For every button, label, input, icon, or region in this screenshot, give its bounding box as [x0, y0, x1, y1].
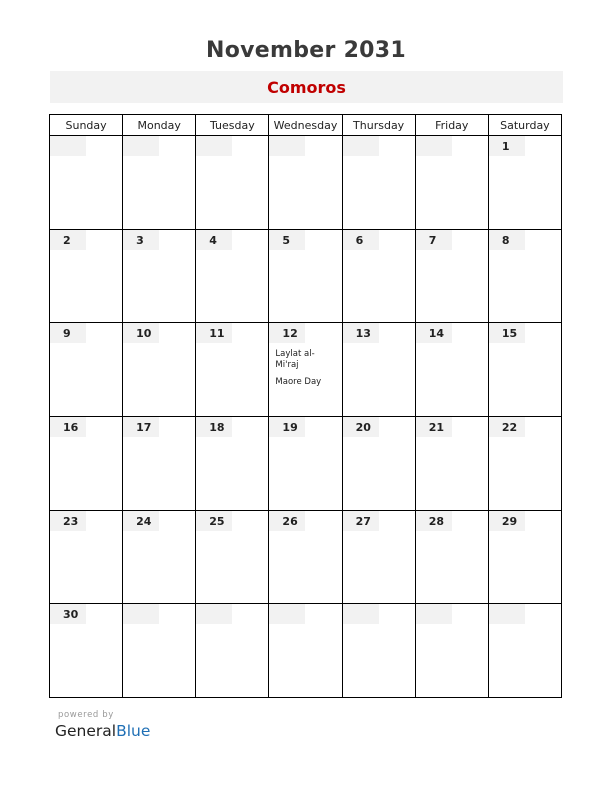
weekday-header-monday: Monday	[123, 115, 196, 136]
weekday-header-wednesday: Wednesday	[269, 115, 342, 136]
day-cell	[269, 510, 342, 604]
day-cell	[50, 323, 123, 417]
day-cell	[415, 416, 488, 510]
day-number: 10	[123, 323, 159, 343]
day-number: 28	[416, 511, 452, 531]
empty-day-cell	[196, 136, 269, 230]
day-cell	[50, 229, 123, 323]
day-cell	[415, 229, 488, 323]
empty-day-cell	[123, 136, 196, 230]
empty-day-cell	[123, 604, 196, 698]
empty-day-cell	[196, 604, 269, 698]
weekday-header-friday: Friday	[415, 115, 488, 136]
day-number: 18	[196, 417, 232, 437]
day-cell	[50, 510, 123, 604]
day-number	[196, 136, 232, 156]
day-number: 9	[50, 323, 86, 343]
day-number: 11	[196, 323, 232, 343]
calendar-week-row	[50, 510, 562, 604]
calendar-body	[50, 136, 562, 698]
country-name: Comoros	[267, 78, 346, 97]
generalblue-logo	[55, 722, 150, 740]
empty-day-cell	[50, 136, 123, 230]
weekday-header-tuesday: Tuesday	[196, 115, 269, 136]
day-number: 19	[269, 417, 305, 437]
day-number: 27	[343, 511, 379, 531]
day-cell	[415, 510, 488, 604]
day-cell	[342, 416, 415, 510]
day-number: 20	[343, 417, 379, 437]
weekday-header-saturday: Saturday	[488, 115, 561, 136]
day-cell	[488, 323, 561, 417]
day-cell	[196, 323, 269, 417]
country-banner	[50, 71, 563, 103]
day-cell	[50, 604, 123, 698]
day-number	[196, 604, 232, 624]
day-number: 2	[50, 230, 86, 250]
day-cell	[123, 510, 196, 604]
day-cell	[123, 323, 196, 417]
day-number	[269, 604, 305, 624]
day-number: 13	[343, 323, 379, 343]
day-cell	[123, 229, 196, 323]
calendar-week-row	[50, 604, 562, 698]
empty-day-cell	[415, 136, 488, 230]
day-number: 15	[489, 323, 525, 343]
month-calendar-grid	[49, 114, 562, 698]
weekday-header-sunday: Sunday	[50, 115, 123, 136]
weekday-header-thursday: Thursday	[342, 115, 415, 136]
day-cell	[415, 323, 488, 417]
day-cell	[488, 229, 561, 323]
holiday-label: Laylat al-Mi'raj	[275, 349, 315, 371]
day-number	[489, 604, 525, 624]
day-number: 29	[489, 511, 525, 531]
day-number	[416, 604, 452, 624]
empty-day-cell	[488, 604, 561, 698]
calendar-week-row	[50, 416, 562, 510]
calendar-week-row	[50, 229, 562, 323]
day-cell	[50, 416, 123, 510]
day-number: 14	[416, 323, 452, 343]
day-number: 1	[489, 136, 525, 156]
day-cell	[269, 323, 342, 417]
day-number: 7	[416, 230, 452, 250]
day-number	[416, 136, 452, 156]
day-number: 22	[489, 417, 525, 437]
day-cell	[342, 229, 415, 323]
day-cell	[269, 416, 342, 510]
empty-day-cell	[415, 604, 488, 698]
day-cell	[488, 510, 561, 604]
day-number	[269, 136, 305, 156]
day-cell	[269, 229, 342, 323]
day-cell	[196, 510, 269, 604]
holiday-label: Maore Day	[275, 377, 322, 388]
day-number: 8	[489, 230, 525, 250]
empty-day-cell	[342, 604, 415, 698]
day-cell	[342, 323, 415, 417]
day-number: 17	[123, 417, 159, 437]
day-cell	[488, 136, 561, 230]
day-number: 5	[269, 230, 305, 250]
day-number: 30	[50, 604, 86, 624]
day-cell	[342, 510, 415, 604]
day-number: 6	[343, 230, 379, 250]
powered-by-label: powered by	[58, 710, 114, 720]
day-number	[123, 604, 159, 624]
day-number: 3	[123, 230, 159, 250]
empty-day-cell	[269, 136, 342, 230]
day-number: 25	[196, 511, 232, 531]
day-number	[343, 604, 379, 624]
day-number	[343, 136, 379, 156]
brand-blue-text: Blue	[116, 722, 151, 740]
day-number: 16	[50, 417, 86, 437]
day-number: 26	[269, 511, 305, 531]
day-number: 23	[50, 511, 86, 531]
day-number: 21	[416, 417, 452, 437]
day-number	[123, 136, 159, 156]
day-cell	[196, 416, 269, 510]
day-cell	[488, 416, 561, 510]
calendar-week-row	[50, 323, 562, 417]
day-number: 12	[269, 323, 305, 343]
day-number: 24	[123, 511, 159, 531]
day-cell	[196, 229, 269, 323]
day-number	[50, 136, 86, 156]
weekday-header-row	[50, 115, 562, 136]
empty-day-cell	[269, 604, 342, 698]
brand-general-text: General	[55, 722, 117, 740]
day-cell	[123, 416, 196, 510]
calendar-title: November 2031	[205, 38, 407, 63]
day-number: 4	[196, 230, 232, 250]
calendar-week-row	[50, 136, 562, 230]
empty-day-cell	[342, 136, 415, 230]
